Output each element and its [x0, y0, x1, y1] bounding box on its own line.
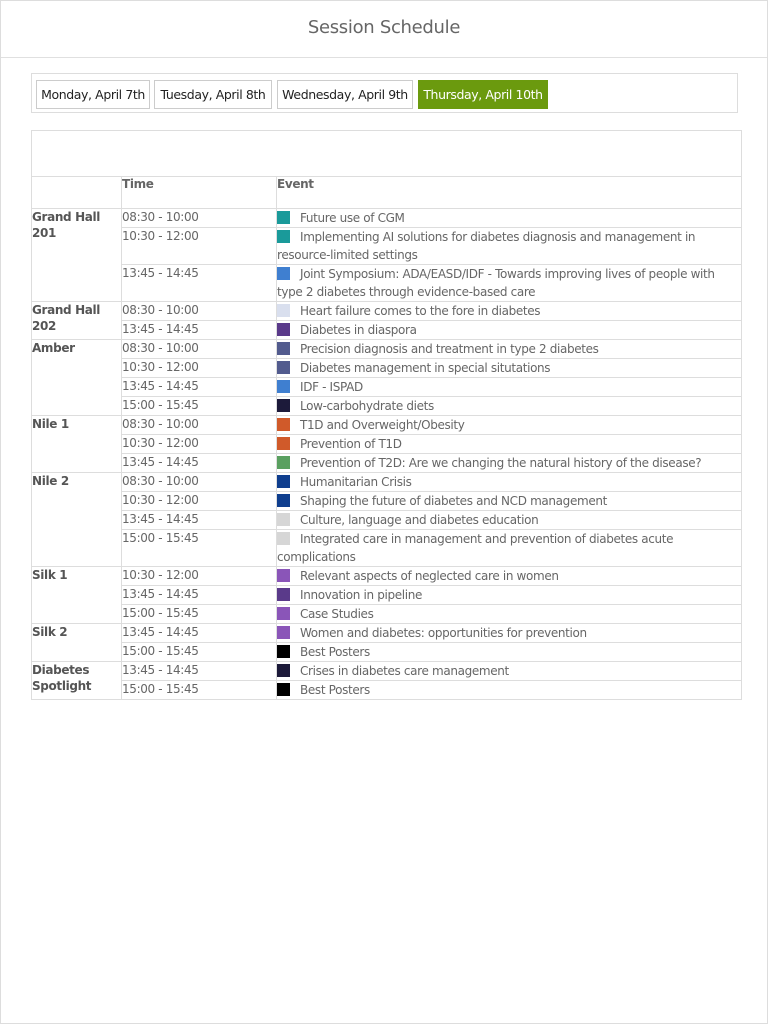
event-title[interactable]: T1D and Overweight/Obesity — [300, 418, 465, 432]
session-time: 15:00 - 15:45 — [122, 530, 277, 567]
table-row — [32, 586, 742, 605]
event-title[interactable]: Low-carbohydrate diets — [300, 399, 434, 413]
track-color-swatch — [277, 475, 290, 488]
track-color-swatch — [277, 342, 290, 355]
track-color-swatch — [277, 418, 290, 431]
room-name: Grand Hall 201 — [32, 209, 122, 302]
event-title[interactable]: Diabetes management in special situtations — [300, 361, 551, 375]
table-row — [32, 340, 742, 359]
session-time: 08:30 - 10:00 — [122, 416, 277, 435]
tab-tuesday[interactable]: Tuesday, April 8th — [154, 80, 272, 109]
event-title[interactable]: Prevention of T1D — [300, 437, 402, 451]
session-event — [277, 643, 742, 662]
session-time: 08:30 - 10:00 — [122, 340, 277, 359]
event-title[interactable]: Implementing AI solutions for diabetes diagnosis and management in resource-limited settings — [277, 230, 696, 262]
session-event — [277, 681, 742, 700]
track-color-swatch — [277, 588, 290, 601]
table-row — [32, 662, 742, 681]
session-time: 13:45 - 14:45 — [122, 511, 277, 530]
table-row — [32, 209, 742, 228]
session-time: 15:00 - 15:45 — [122, 643, 277, 662]
table-row — [32, 511, 742, 530]
table-row — [32, 416, 742, 435]
session-event — [277, 624, 742, 643]
tab-monday[interactable]: Monday, April 7th — [36, 80, 150, 109]
event-title[interactable]: Shaping the future of diabetes and NCD management — [300, 494, 607, 508]
session-event — [277, 321, 742, 340]
table-row — [32, 321, 742, 340]
event-title[interactable]: Humanitarian Crisis — [300, 475, 412, 489]
track-color-swatch — [277, 664, 290, 677]
session-time: 08:30 - 10:00 — [122, 473, 277, 492]
track-color-swatch — [277, 211, 290, 224]
session-time: 15:00 - 15:45 — [122, 681, 277, 700]
page-title: Session Schedule — [307, 16, 461, 38]
session-event — [277, 209, 742, 228]
table-row — [32, 492, 742, 511]
table-row — [32, 228, 742, 265]
session-time: 10:30 - 12:00 — [122, 228, 277, 265]
track-color-swatch — [277, 532, 290, 545]
day-tabs — [31, 73, 738, 113]
table-row — [32, 643, 742, 662]
event-title[interactable]: Integrated care in management and prevention of diabetes acute complications — [277, 532, 674, 564]
track-color-swatch — [277, 267, 290, 280]
event-title[interactable]: Future use of CGM — [300, 211, 405, 225]
session-event — [277, 530, 742, 567]
time-column-header: Time — [122, 177, 277, 209]
session-time: 15:00 - 15:45 — [122, 605, 277, 624]
track-color-swatch — [277, 645, 290, 658]
track-color-swatch — [277, 607, 290, 620]
room-name: Amber — [32, 340, 122, 416]
track-color-swatch — [277, 230, 290, 243]
event-title[interactable]: Best Posters — [300, 645, 370, 659]
event-title[interactable]: Case Studies — [300, 607, 374, 621]
session-event — [277, 492, 742, 511]
table-row — [32, 567, 742, 586]
track-color-swatch — [277, 569, 290, 582]
event-title[interactable]: Crises in diabetes care management — [300, 664, 509, 678]
session-event — [277, 397, 742, 416]
session-event — [277, 340, 742, 359]
table-row — [32, 265, 742, 302]
session-event — [277, 265, 742, 302]
event-title[interactable]: Relevant aspects of neglected care in women — [300, 569, 559, 583]
session-event — [277, 511, 742, 530]
event-title[interactable]: Heart failure comes to the fore in diabetes — [300, 304, 541, 318]
session-time: 15:00 - 15:45 — [122, 397, 277, 416]
page-header — [1, 1, 767, 58]
session-time: 08:30 - 10:00 — [122, 209, 277, 228]
table-row — [32, 454, 742, 473]
table-row — [32, 359, 742, 378]
table-row — [32, 397, 742, 416]
session-event — [277, 359, 742, 378]
session-time: 08:30 - 10:00 — [122, 302, 277, 321]
track-color-swatch — [277, 380, 290, 393]
event-title[interactable]: Culture, language and diabetes education — [300, 513, 539, 527]
event-title[interactable]: IDF - ISPAD — [300, 380, 363, 394]
room-name: Silk 1 — [32, 567, 122, 624]
session-event — [277, 454, 742, 473]
event-title[interactable]: Prevention of T2D: Are we changing the natural history of the disease? — [300, 456, 702, 470]
track-color-swatch — [277, 494, 290, 507]
session-time: 13:45 - 14:45 — [122, 586, 277, 605]
table-row — [32, 605, 742, 624]
session-time: 13:45 - 14:45 — [122, 321, 277, 340]
session-event — [277, 605, 742, 624]
session-time: 13:45 - 14:45 — [122, 265, 277, 302]
session-time: 10:30 - 12:00 — [122, 492, 277, 511]
event-title[interactable]: Joint Symposium: ADA/EASD/IDF - Towards improving lives of people with type 2 diabetes through evidence-based care — [277, 267, 715, 299]
table-caption-row — [32, 131, 742, 177]
event-title[interactable]: Diabetes in diaspora — [300, 323, 417, 337]
tab-thursday[interactable]: Thursday, April 10th — [418, 80, 548, 109]
session-event — [277, 228, 742, 265]
tab-wednesday[interactable]: Wednesday, April 9th — [277, 80, 413, 109]
session-time: 10:30 - 12:00 — [122, 567, 277, 586]
track-color-swatch — [277, 361, 290, 374]
session-event — [277, 586, 742, 605]
session-event — [277, 435, 742, 454]
track-color-swatch — [277, 399, 290, 412]
table-row — [32, 624, 742, 643]
event-title[interactable]: Precision diagnosis and treatment in type 2 diabetes — [300, 342, 599, 356]
session-event — [277, 567, 742, 586]
event-column-header: Event — [277, 177, 742, 209]
track-color-swatch — [277, 683, 290, 696]
session-time: 13:45 - 14:45 — [122, 378, 277, 397]
session-event — [277, 662, 742, 681]
table-row — [32, 681, 742, 700]
session-time: 10:30 - 12:00 — [122, 435, 277, 454]
session-event — [277, 302, 742, 321]
table-row — [32, 378, 742, 397]
table-row — [32, 435, 742, 454]
room-name: Nile 1 — [32, 416, 122, 473]
session-time: 10:30 - 12:00 — [122, 359, 277, 378]
event-title[interactable]: Women and diabetes: opportunities for prevention — [300, 626, 587, 640]
table-row — [32, 302, 742, 321]
track-color-swatch — [277, 626, 290, 639]
session-event — [277, 416, 742, 435]
session-time: 13:45 - 14:45 — [122, 662, 277, 681]
event-title[interactable]: Best Posters — [300, 683, 370, 697]
room-name: Grand Hall 202 — [32, 302, 122, 340]
session-time: 13:45 - 14:45 — [122, 454, 277, 473]
session-event — [277, 473, 742, 492]
session-time: 13:45 - 14:45 — [122, 624, 277, 643]
track-color-swatch — [277, 323, 290, 336]
room-column-header — [32, 177, 122, 209]
session-event — [277, 378, 742, 397]
table-header-row — [32, 177, 742, 209]
room-name: Nile 2 — [32, 473, 122, 567]
schedule-table — [31, 130, 742, 700]
event-title[interactable]: Innovation in pipeline — [300, 588, 423, 602]
room-name: Diabetes Spotlight — [32, 662, 122, 700]
table-row — [32, 530, 742, 567]
track-color-swatch — [277, 304, 290, 317]
track-color-swatch — [277, 513, 290, 526]
track-color-swatch — [277, 437, 290, 450]
table-row — [32, 473, 742, 492]
track-color-swatch — [277, 456, 290, 469]
room-name: Silk 2 — [32, 624, 122, 662]
